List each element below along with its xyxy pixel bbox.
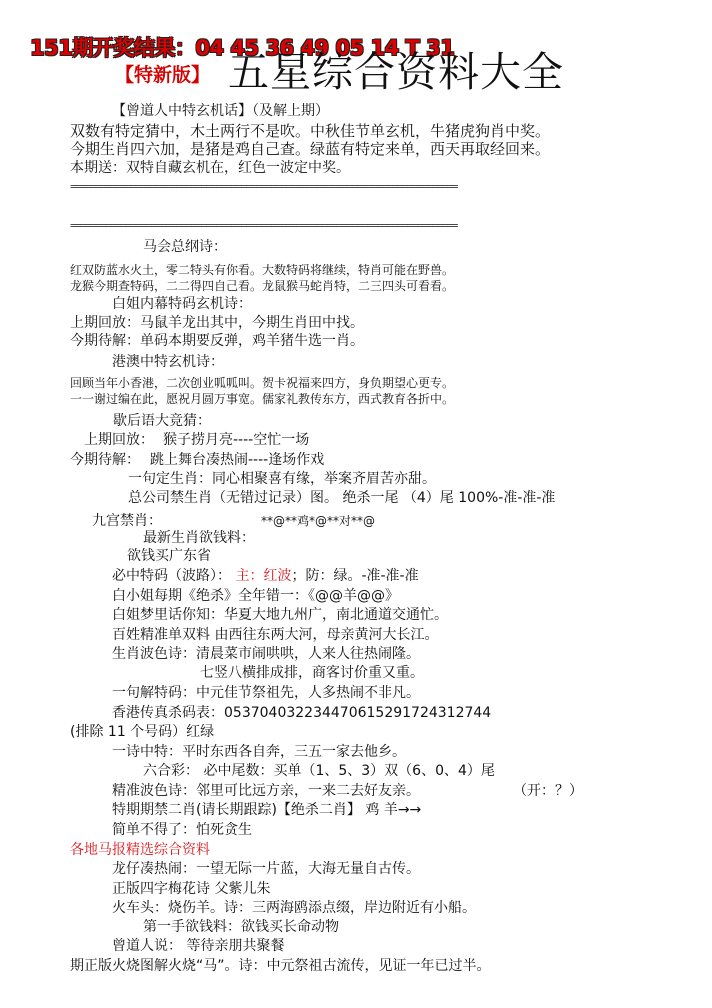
nine-palace-label: 九宫禁肖：: [92, 513, 162, 529]
sister-poem-line: 今期待解：单码本期要反弹，鸡羊猪牛选一肖。: [70, 333, 364, 349]
horse-report-line: 期正版火烧图解火烧“马”。诗：中元祭祖古流传，见证一年已过半。: [70, 958, 491, 974]
dream-line: 白姐梦里话你知：华夏大地九州广，南北通道交通忙。: [112, 607, 448, 623]
hkmacau-poem-heading: 港澳中特玄机诗：: [112, 354, 224, 370]
money-heading: 最新生肖欲钱料：: [143, 530, 255, 546]
hkmacau-poem-line: 一一谢过编在此，愿祝月圆万事宽。儒家礼教传东方，西式教育各折中。: [70, 392, 455, 406]
seven-eight-line: 七竖八横排成排，商客讨价重又重。: [200, 665, 424, 681]
company-ban: 总公司禁生肖（无错过记录）图。 绝杀一尾 （4）尾 100%-准-准-准: [128, 490, 556, 506]
six-color-line: 六合彩： 必中尾数：买单（1、5、3）双（6、0、4）尾: [143, 763, 495, 779]
hundred-line: 百姓精准单双料 由西往东两大河，母亲黄河大长江。: [112, 627, 439, 643]
horse-report-heading: 各地马报精选综合资料: [70, 842, 210, 858]
special-ban: 特期期禁二肖(请长期跟踪)【绝杀二肖】 鸡 羊→→: [112, 802, 422, 818]
xiehouyu-this-label: 今期待解：: [70, 452, 140, 468]
wave-line: [112, 569, 419, 583]
horse-report-line: 曾道人说： 等待亲朋共聚餐: [112, 938, 285, 954]
page-title: 五星综合资料大全: [228, 48, 564, 96]
riddle-line: 本期送：双特自藏玄机在，红色一波定中奖。: [70, 160, 350, 176]
zodiac-wave-poem: 生肖波色诗：清晨菜市闹哄哄，人来人往热闹隆。: [112, 646, 420, 662]
sister-kill: 白小姐每期《绝杀》全年错一：《@@羊@@》: [112, 588, 399, 604]
money-text: 欲钱买广东省: [127, 548, 211, 564]
horse-report-line: 第一手欲钱料：欲钱买长命动物: [143, 919, 339, 935]
horse-report-line: 龙仔凑热闹：一望无际一片蓝，大海无量自古传。: [112, 861, 420, 877]
horse-poem-heading: 马会总纲诗：: [143, 239, 227, 255]
one-sentence-zodiac: 一句定生肖：同心相聚喜有缘，举案齐眉苦亦甜。: [128, 471, 436, 487]
hk-codes: 香港传真杀码表：0537040322344706152917243127​44: [112, 705, 492, 721]
sister-poem-line: 上期回放：马鼠羊龙出其中，今期生肖田中找。: [70, 315, 364, 331]
precise-wave: 精准波色诗：邻里可比远方亲，一来二去好友亲。: [112, 783, 420, 799]
wave-label: 必中特码（波路）：: [112, 568, 231, 584]
horse-poem-line: 龙猴今期查特码，二二得四自己看。龙鼠猴马蛇肖特，二三四头可看看。: [70, 279, 455, 293]
sister-poem-heading: 白姐内幕特码玄机诗：: [112, 296, 252, 312]
horse-report-line: 正版四字梅花诗 父紫儿朱: [112, 881, 271, 897]
horse-poem-line: 红双防蓝水火土，零二特头有你看。大数特码将继续，特肖可能在野兽。: [70, 263, 455, 277]
riddle-heading: 【曾道人中特玄机话】（及解上期）: [112, 103, 329, 119]
riddle-line: 今期生肖四六加，是猪是鸡自己查。绿蓝有特定来单，西天再取经回来。: [70, 140, 551, 158]
poem-hit: 一诗中特：平时东西各自奔，三五一家去他乡。: [112, 744, 406, 760]
divider-rule: =============================================================================: [70, 180, 457, 193]
wave-rest: ；防：绿。-准-准-准: [291, 568, 419, 584]
edition-badge: 【特新版】: [115, 64, 211, 86]
wave-main: 主：红波: [235, 568, 292, 584]
xiehouyu-last-label: 上期回放：: [84, 432, 154, 448]
exclude-line: (排除 11 个号码）红绿: [70, 724, 215, 740]
divider-rule: =============================================================================: [70, 219, 457, 232]
xiehouyu-this-text: 跳上舞台凑热闹----逢场作戏: [150, 452, 325, 468]
hkmacau-poem-line: 回顾当年小香港，二次创业呱呱叫。贺卡祝福来四方，身负期望心更专。: [70, 376, 455, 390]
one-sentence-code: 一句解特码：中元佳节祭祖先，人多热闹不非凡。: [112, 685, 420, 701]
simple-line: 简单不得了：怕死贪生: [112, 822, 252, 838]
horse-report-line: 火车头：烧伤羊。诗：三两海鸥添点缀，岸边附近有小船。: [112, 900, 476, 916]
open-hint: （开：？）: [513, 783, 583, 799]
nine-palace-value: **@**鸡*@**对**@: [261, 514, 376, 528]
xiehouyu-heading: 歇后语大竞猜：: [113, 413, 211, 429]
riddle-line: 双数有特定猜中，木土两行不是吹。中秋佳节单玄机，牛猪虎狗肖中奖。: [70, 122, 551, 140]
xiehouyu-last-text: 猴子捞月亮----空忙一场: [163, 432, 310, 448]
draw-result-banner: 151期开奖结果：04 45 36 49 05 14 T 31: [30, 36, 455, 60]
